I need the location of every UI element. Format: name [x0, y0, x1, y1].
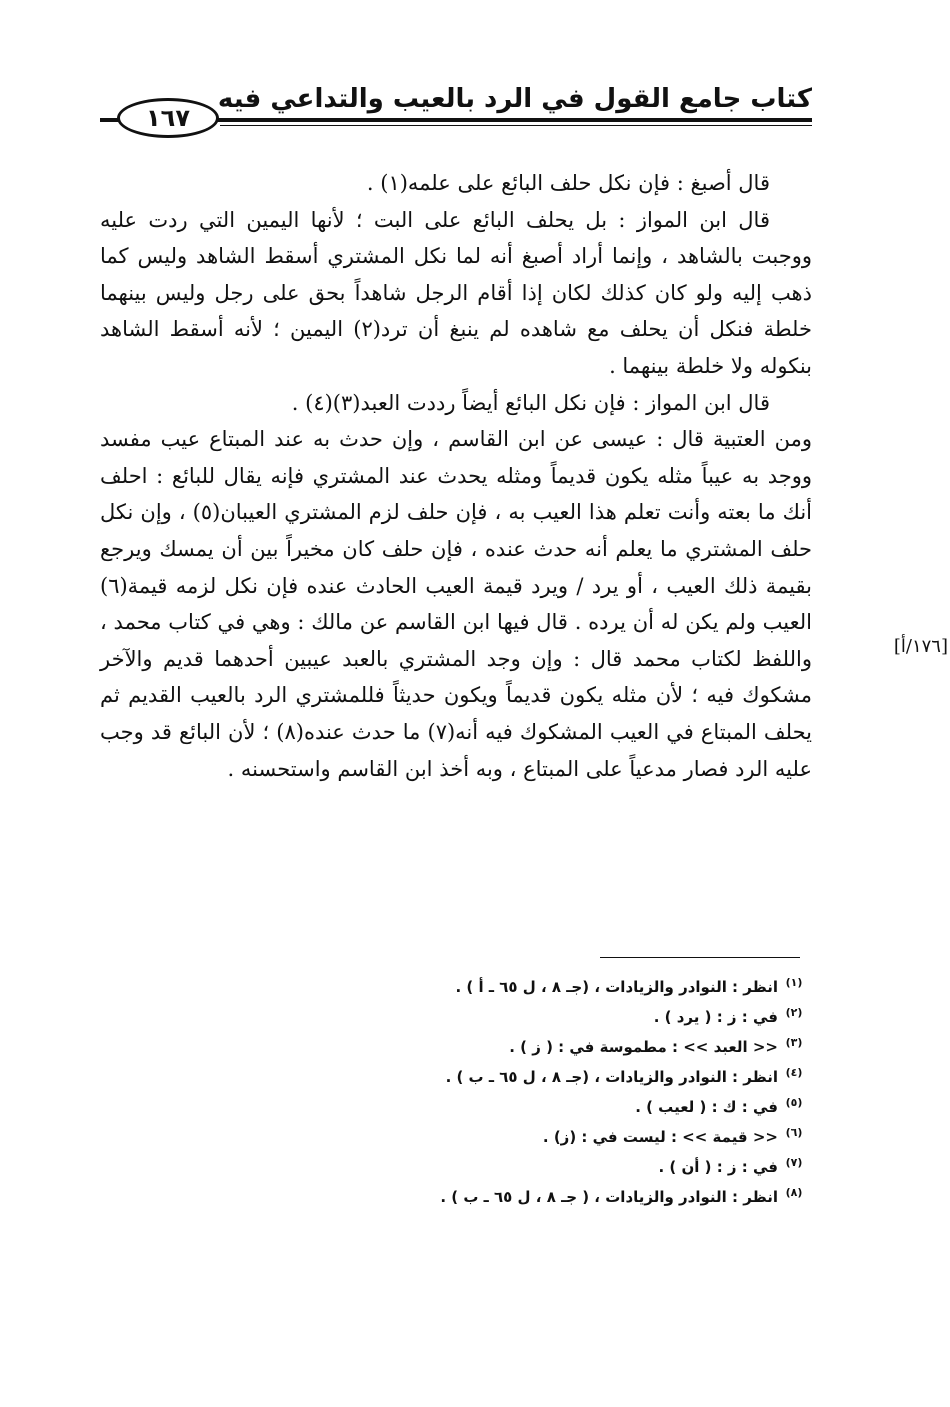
footnote-separator — [600, 957, 800, 958]
footnote-text: في : ز : ( يرد ) . — [653, 1008, 778, 1026]
footnote — [200, 1062, 810, 1092]
page-number: ١٦٧ — [117, 98, 219, 138]
footnote — [200, 1032, 810, 1062]
main-text — [100, 165, 812, 787]
footnote-number: (١) — [785, 976, 803, 989]
footnote — [200, 1152, 810, 1182]
footnote-number: (٧) — [785, 1156, 803, 1169]
footnote-text: انظر : النوادر والزيادات ، (جـ ٨ ، ل ٦٥ ـ أ ) . — [455, 978, 778, 996]
paragraph: قال ابن المواز : فإن نكل البائع أيضاً رددت العبد(٣)(٤) . — [291, 390, 770, 415]
footnote — [200, 1092, 810, 1122]
footnote — [200, 1182, 810, 1212]
footnote-number: (٦) — [785, 1126, 803, 1139]
footnotes — [200, 972, 810, 1212]
footnote-number: (٥) — [785, 1096, 803, 1109]
footnote-text: في : ز : ( أن ) . — [658, 1158, 778, 1176]
footnote — [200, 1002, 810, 1032]
footnote-text: انظر : النوادر والزيادات ، (جـ ٨ ، ل ٦٥ ـ ب ) . — [445, 1068, 778, 1086]
footnote-number: (٣) — [785, 1036, 803, 1049]
footnote-number: (٢) — [785, 1006, 803, 1019]
footnote-text: انظر : النوادر والزيادات ، ( جـ ٨ ، ل ٦٥ ـ ب ) . — [440, 1188, 778, 1206]
running-title: كتاب جامع القول في الرد بالعيب والتداعي فيه — [217, 84, 812, 114]
footnote-number: (٨) — [785, 1186, 803, 1199]
footnote-text: << قيمة >> : ليست في : (ز) . — [542, 1128, 778, 1146]
footnote — [200, 972, 810, 1002]
manuscript-folio-note: [١٧٦/أ] — [893, 636, 948, 657]
header-rule-thin — [220, 125, 812, 126]
footnote — [200, 1122, 810, 1152]
footnote-text: << العبد >> : مطموسة في : ( ز ) . — [509, 1038, 778, 1056]
page-header — [100, 78, 812, 130]
paragraph: قال أصبغ : فإن نكل حلف البائع على علمه(١) . — [366, 171, 770, 195]
footnote-text: في : ك : ( لعيب ) . — [635, 1098, 778, 1116]
paragraph: قال ابن المواز : بل يحلف البائع على البت ؛ لأنها اليمين التي ردت عليه ووجبت بالشاهد ، وإنما أراد أصبغ أنه لما نكل المشتري أسقط الشاهد وليس كما ذهب إليه ولو كان كذلك لكان إذا أقام الرجل شاهداً بحق على رجل وليس بينهما خلطة فنكل أن يحلف مع شاهده لم ينبغ أن ترد(٢) اليمين ؛ لأنه أسقط الشاهد بنكوله ولا خلطة بينهما . — [100, 207, 812, 378]
footnote-number: (٤) — [785, 1066, 803, 1079]
paragraph: ومن العتبية قال : عيسى عن ابن القاسم ، وإن حدث به عند المبتاع عيب مفسد ووجد به عيباً مثله يكون قديماً ومثله يحدث عند المشتري فإنه يقال للبائع : احلف أنك ما بعته وأنت تعلم هذا العيب به ، فإن حلف لزم المشتري العيبان(٥) ، وإن نكل حلف المشتري ما يعلم أنه حدث عنده ، فإن حلف كان مخيراً بين أن يمسك ويرجع بقيمة ذلك العيب ، أو يرد / ويرد قيمة العيب الحادث عنده فإن نكل لزمه قيمة(٦) العيب ولم يكن له أن يرده . قال فيها ابن القاسم عن مالك : وهي في كتاب محمد ، واللفظ لكتاب محمد قال : وإن وجد المشتري بالعبد عيبين أحدهما قديم والآخر مشكوك فيه ؛ لأن مثله يكون قديماً ويكون حديثاً فللمشتري الرد بالعيب القديم ثم يحلف المبتاع في العيب المشكوك فيه أنه(٧) ما حدث عنده(٨) ؛ لأن البائع قد وجب عليه الرد فصار مدعياً على المبتاع ، وبه أخذ ابن القاسم واستحسنه . — [100, 427, 813, 781]
